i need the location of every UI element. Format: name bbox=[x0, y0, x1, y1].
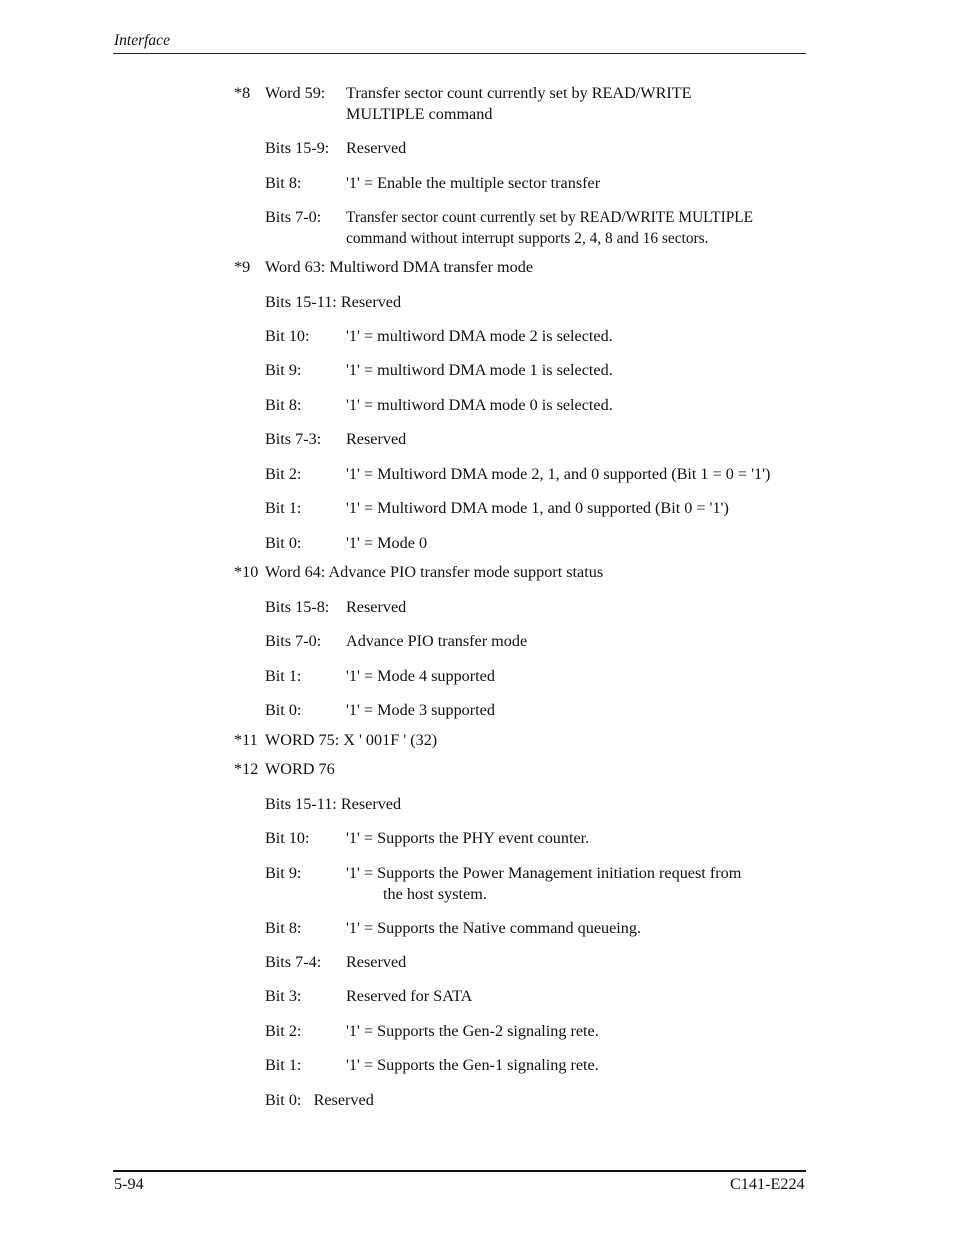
note-marker: *8 bbox=[234, 84, 251, 102]
bit-label: Bits 15-11: Reserved bbox=[265, 293, 402, 311]
bit-description-continued: the host system. bbox=[383, 885, 487, 903]
bit-label: Bit 0: bbox=[265, 701, 302, 719]
bit-description: Reserved bbox=[346, 139, 407, 157]
note-description: Transfer sector count currently set by READ/WRITE bbox=[346, 84, 692, 102]
bit-label: Bit 10: bbox=[265, 829, 310, 847]
bit-description: '1' = Mode 0 bbox=[346, 534, 428, 552]
bit-label: Bit 10: bbox=[265, 327, 310, 345]
bit-description: '1' = Supports the Gen-2 signaling rete. bbox=[346, 1022, 599, 1040]
bit-label: Bit 1: bbox=[265, 499, 302, 517]
bit-label: Bit 0: bbox=[265, 534, 302, 552]
bit-row bbox=[0, 863, 954, 905]
header-title: Interface bbox=[114, 32, 170, 49]
bit-label: Bit 8: bbox=[265, 174, 302, 192]
bit-label: Bit 2: bbox=[265, 465, 302, 483]
bit-description: '1' = Enable the multiple sector transfer bbox=[346, 174, 601, 192]
bit-description: '1' = multiword DMA mode 2 is selected. bbox=[346, 327, 613, 345]
bit-label: Bit 8: bbox=[265, 396, 302, 414]
bit-label: Bit 9: bbox=[265, 361, 302, 379]
note-marker: *12 bbox=[234, 760, 259, 778]
bit-label: Bit 0: Reserved bbox=[265, 1091, 374, 1109]
bit-description: '1' = multiword DMA mode 0 is selected. bbox=[346, 396, 613, 414]
note-heading-word59 bbox=[0, 83, 954, 125]
bit-description: '1' = Mode 3 supported bbox=[346, 701, 495, 719]
bit-description: '1' = Multiword DMA mode 2, 1, and 0 supported (Bit 1 = 0 = '1') bbox=[346, 465, 771, 483]
bit-description-continued: command without interrupt supports 2, 4, 8 and 16 sectors. bbox=[346, 230, 709, 247]
note-marker: *10 bbox=[234, 563, 259, 581]
bit-label: Bits 7-4: bbox=[265, 953, 322, 971]
bit-label: Bit 1: bbox=[265, 1056, 302, 1074]
bit-label: Bit 2: bbox=[265, 1022, 302, 1040]
note-description-continued: MULTIPLE command bbox=[346, 105, 493, 123]
bit-label: Bits 7-0: bbox=[265, 208, 322, 226]
footer-rule bbox=[113, 1170, 806, 1172]
bit-description: '1' = multiword DMA mode 1 is selected. bbox=[346, 361, 613, 379]
bit-label: Bits 15-8: bbox=[265, 598, 330, 616]
bit-description: '1' = Supports the PHY event counter. bbox=[346, 829, 590, 847]
bit-label: Bit 1: bbox=[265, 667, 302, 685]
bit-label: Bit 8: bbox=[265, 919, 302, 937]
bit-description: Reserved bbox=[346, 430, 407, 448]
bit-description: Transfer sector count currently set by READ/WRITE MULTIPLE bbox=[346, 209, 754, 226]
bit-description: '1' = Multiword DMA mode 1, and 0 supported (Bit 0 = '1') bbox=[346, 499, 729, 517]
header-rule bbox=[113, 53, 806, 54]
bit-description: Reserved bbox=[346, 598, 407, 616]
bit-description: Advance PIO transfer mode bbox=[346, 632, 528, 650]
bit-label: Bits 7-3: bbox=[265, 430, 322, 448]
document-id: C141-E224 bbox=[730, 1175, 805, 1193]
bit-label: Bits 15-9: bbox=[265, 139, 330, 157]
bit-label: Bit 3: bbox=[265, 987, 302, 1005]
bit-label: Bit 9: bbox=[265, 864, 302, 882]
note-marker: *11 bbox=[234, 731, 258, 749]
bit-description: Reserved bbox=[346, 953, 407, 971]
bit-description: '1' = Mode 4 supported bbox=[346, 667, 495, 685]
bit-description: '1' = Supports the Native command queueing. bbox=[346, 919, 642, 937]
bit-description: Reserved for SATA bbox=[346, 987, 473, 1005]
note-title: Word 64: Advance PIO transfer mode support status bbox=[265, 563, 604, 581]
bit-description: '1' = Supports the Power Management initiation request from bbox=[346, 864, 742, 882]
bit-label: Bits 15-11: Reserved bbox=[265, 795, 402, 813]
note-title: Word 59: bbox=[265, 84, 326, 102]
bit-label: Bits 7-0: bbox=[265, 632, 322, 650]
note-title: WORD 75: X ' 001F ' (32) bbox=[265, 731, 438, 749]
bit-row bbox=[0, 207, 954, 249]
note-marker: *9 bbox=[234, 258, 251, 276]
note-title: WORD 76 bbox=[265, 760, 335, 778]
bit-description: '1' = Supports the Gen-1 signaling rete. bbox=[346, 1056, 599, 1074]
page-number: 5-94 bbox=[114, 1175, 144, 1193]
note-title: Word 63: Multiword DMA transfer mode bbox=[265, 258, 534, 276]
